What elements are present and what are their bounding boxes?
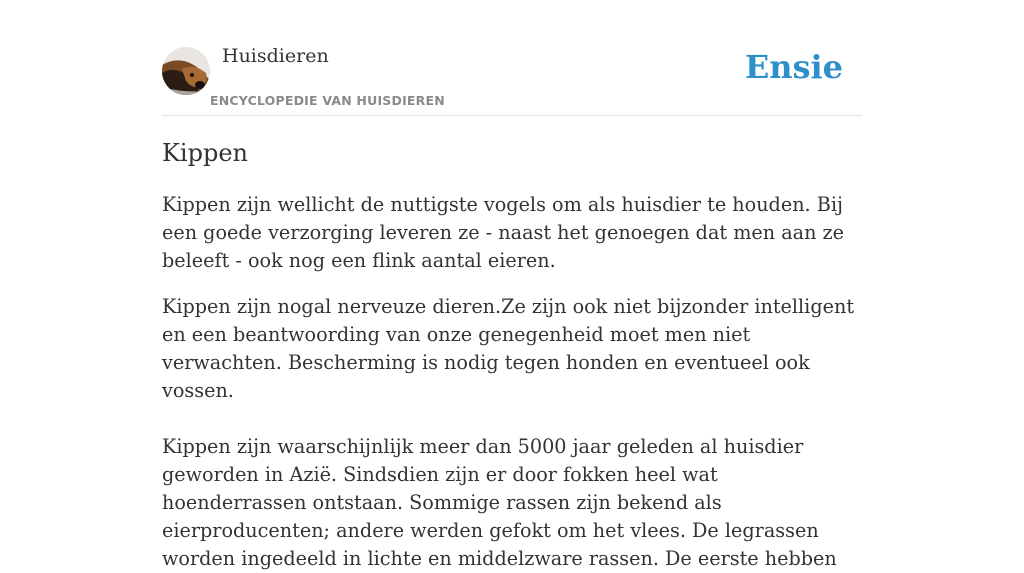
article-title: Kippen <box>162 139 248 167</box>
site-header <box>162 0 862 116</box>
site-subtitle: ENCYCLOPEDIE VAN HUISDIEREN <box>210 93 445 108</box>
article-paragraph: Kippen zijn wellicht de nuttigste vogels om als huisdier te houden. Bij een goede verzorging leveren ze - naast het genoegen dat men aan ze beleeft - ook nog een flink aantal eieren. <box>162 193 845 272</box>
dog-photo-avatar-icon <box>162 47 210 95</box>
page <box>162 0 862 570</box>
article-body <box>162 191 868 573</box>
avatar[interactable] <box>162 47 210 95</box>
site-name[interactable]: Huisdieren <box>222 45 329 67</box>
ensie-logo-link[interactable]: Ensie <box>744 48 843 86</box>
article-paragraph: Kippen zijn waarschijnlijk meer dan 5000 jaar geleden al huisdier geworden in Azië. Sindsdien zijn er door fokken heel wat hoenderrassen ontstaan. Sommige rassen zijn bekend als eierproducenten; andere werden gefokt om het vlees. De legrassen worden ingedeeld in lichte en middelzware rassen. De eerste hebben <box>162 435 837 570</box>
article-paragraph: Kippen zijn nogal nerveuze dieren.Ze zijn ook niet bijzonder intelligent en een beantwoording van onze genegenheid moet men niet verwachten. Bescherming is nodig tegen honden en eventueel ook vossen. <box>162 295 855 402</box>
